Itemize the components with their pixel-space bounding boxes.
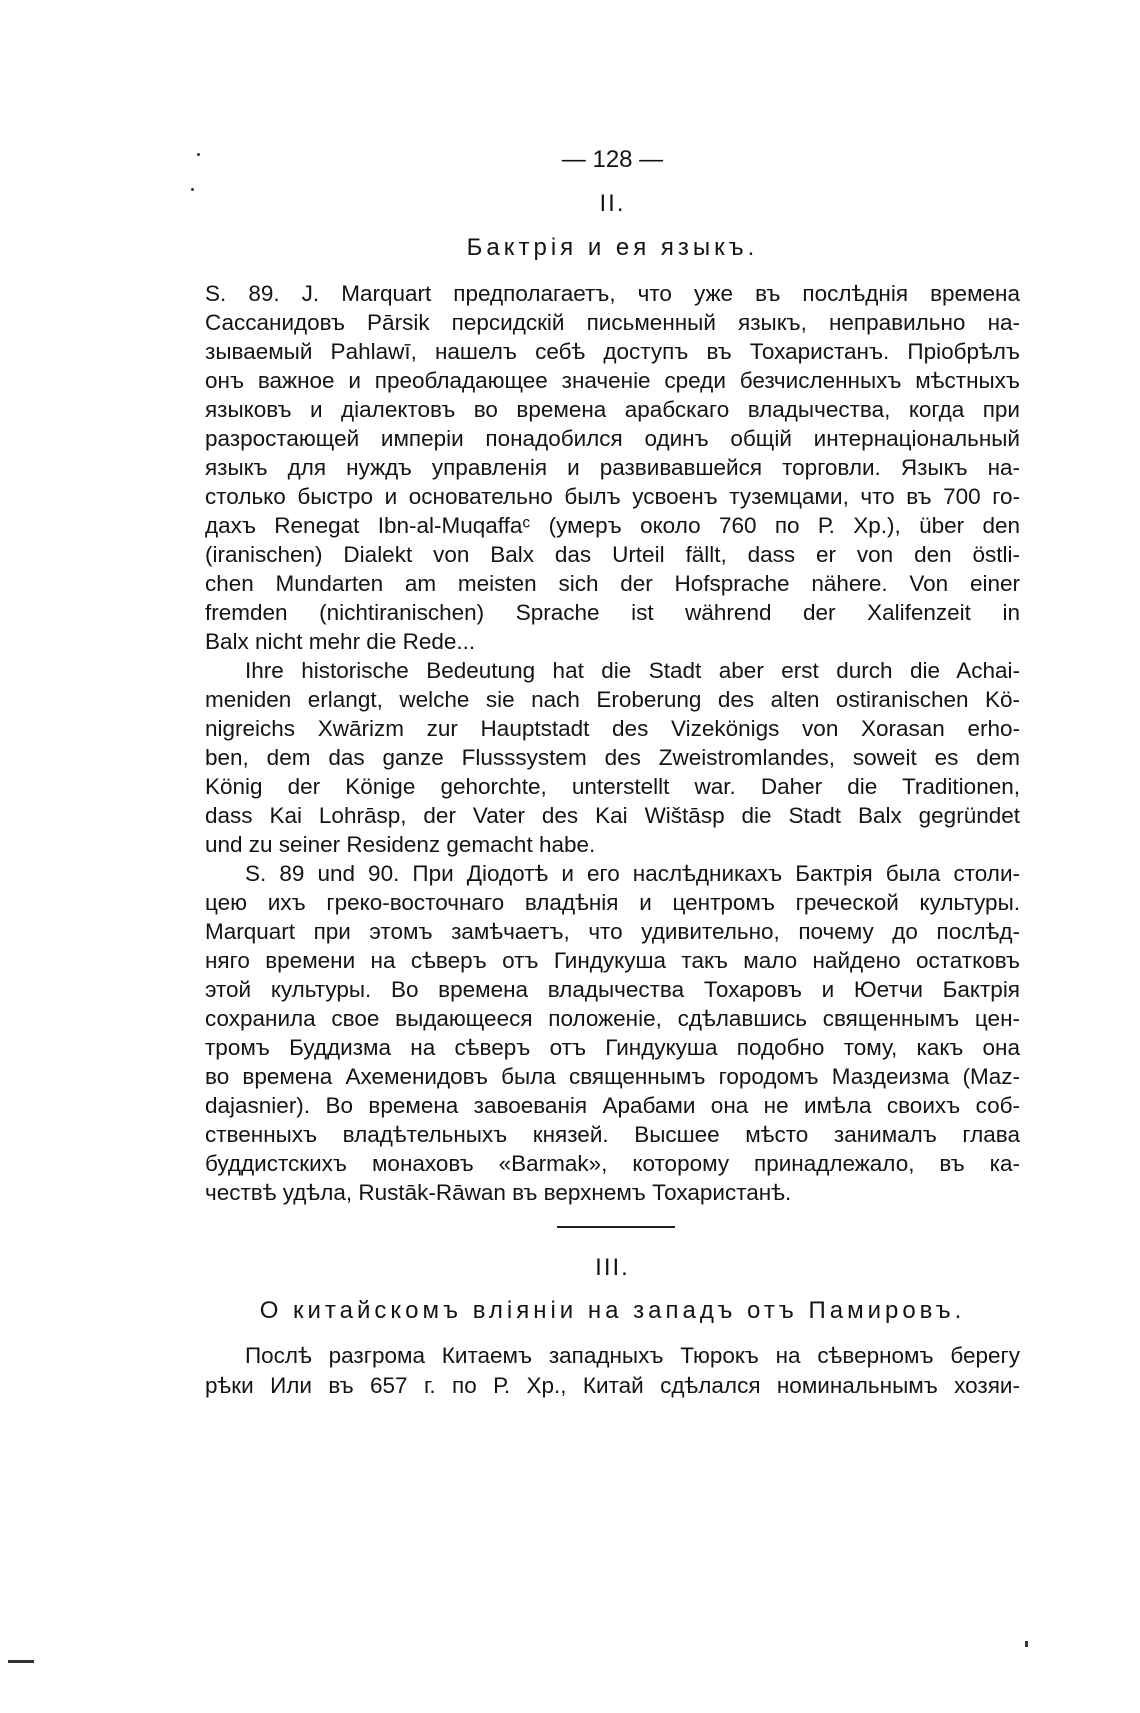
- text-line: дахъ Renegat Ibn-al-Muqaffaᶜ (умеръ около 760 по Р. Хр.), über den: [205, 513, 1020, 538]
- text-line: зываемый Pahlawī, нашелъ себѣ доступъ въ Тохаристанъ. Пріобрѣлъ: [205, 339, 1020, 364]
- text-line: Послѣ разгрома Китаемъ западныхъ Тюрокъ на сѣверномъ берегу: [245, 1343, 1020, 1368]
- text-line: dass Kai Lohrāsp, der Vater des Kai Wištāsp die Stadt Balx gegründet: [205, 803, 1020, 828]
- text-line: языкъ для нуждъ управленія и развивавшейся торговли. Языкъ на-: [205, 455, 1020, 480]
- scan-speck: [197, 153, 200, 156]
- text-line: Ihre historische Bedeutung hat die Stadt aber erst durch die Achai-: [245, 658, 1020, 683]
- text-line: цею ихъ греко-восточнаго владѣнія и центромъ греческой культуры.: [205, 890, 1020, 915]
- text-line: няго времени на сѣверъ отъ Гиндукуша такъ мало найдено остатковъ: [205, 948, 1020, 973]
- section-3-title: О китайскомъ вліяніи на западъ отъ Памировъ.: [259, 1297, 966, 1324]
- text-line: S. 89. J. Marquart предполагаетъ, что уже въ послѣднія времена: [205, 281, 1020, 306]
- text-line: dajasnier). Во времена завоеванія Арабами она не имѣла своихъ соб-: [205, 1093, 1020, 1118]
- text-line: fremden (nichtiranischen) Sprache ist während der Xalifenzeit in: [205, 600, 1020, 625]
- scan-speck: [1025, 1641, 1028, 1647]
- text-line: Сассанидовъ Pārsik персидскій письменный языкъ, неправильно на-: [205, 310, 1020, 335]
- scan-speck: [191, 188, 194, 191]
- text-line: разростающей имперіи понадобился одинъ общій интернаціональный: [205, 426, 1020, 451]
- text-line: языковъ и діалектовъ во времена арабскаго владычества, когда при: [205, 397, 1020, 422]
- text-line: König der Könige gehorchte, unterstellt war. Daher die Traditionen,: [205, 774, 1020, 799]
- margin-mark: [8, 1660, 34, 1663]
- text-line: S. 89 und 90. При Діодотѣ и его наслѣдникахъ Бактрія была столи-: [245, 861, 1020, 886]
- section-2-title: Бактрія и ея языкъ.: [466, 234, 759, 261]
- text-line: тромъ Буддизма на сѣверъ отъ Гиндукуша подобно тому, какъ она: [205, 1035, 1020, 1060]
- text-line: этой культуры. Во времена владычества Тохаровъ и Юетчи Бактрія: [205, 977, 1020, 1002]
- section-divider: [557, 1226, 675, 1228]
- text-line: meniden erlangt, welche sie nach Eroberung des alten ostiranischen Kö-: [205, 687, 1020, 712]
- text-line: рѣки Или въ 657 г. по Р. Хр., Китай сдѣлался номинальнымъ хозяи-: [205, 1373, 1020, 1398]
- text-line: ственныхъ владѣтельныхъ князей. Высшее мѣсто занималъ глава: [205, 1122, 1020, 1147]
- section-2-numeral: II.: [599, 190, 626, 217]
- text-line: буддистскихъ монаховъ «Barmak», которому принадлежало, въ ка-: [205, 1151, 1020, 1176]
- text-line: (iranischen) Dialekt von Balx das Urteil fällt, dass er von den östli-: [205, 542, 1020, 567]
- text-line: nigreichs Xwārizm zur Hauptstadt des Vizekönigs von Xorasan erho-: [205, 716, 1020, 741]
- text-line: ben, dem das ganze Flusssystem des Zweistromlandes, soweit es dem: [205, 745, 1020, 770]
- text-line: Marquart при этомъ замѣчаетъ, что удивительно, почему до послѣд-: [205, 919, 1020, 944]
- page-number: — 128 —: [561, 146, 664, 173]
- text-line: во времена Ахеменидовъ была священнымъ городомъ Маздеизма (Maz-: [205, 1064, 1020, 1089]
- text-line: чествѣ удѣла, Rustāk-Rāwan въ верхнемъ Тохаристанѣ.: [205, 1180, 792, 1205]
- text-line: und zu seiner Residenz gemacht habe.: [205, 832, 596, 857]
- document-page: [205, 0, 1020, 1713]
- section-3-numeral: III.: [595, 1254, 630, 1281]
- text-line: chen Mundarten am meisten sich der Hofsprache nähere. Von einer: [205, 571, 1020, 596]
- text-line: онъ важное и преобладающее значеніе среди безчисленныхъ мѣстныхъ: [205, 368, 1020, 393]
- text-line: сохранила свое выдающееся положеніе, сдѣлавшись священнымъ цен-: [205, 1006, 1020, 1031]
- text-line: Balx nicht mehr die Rede...: [205, 629, 476, 654]
- text-line: столько быстро и основательно былъ усвоенъ туземцами, что въ 700 го-: [205, 484, 1020, 509]
